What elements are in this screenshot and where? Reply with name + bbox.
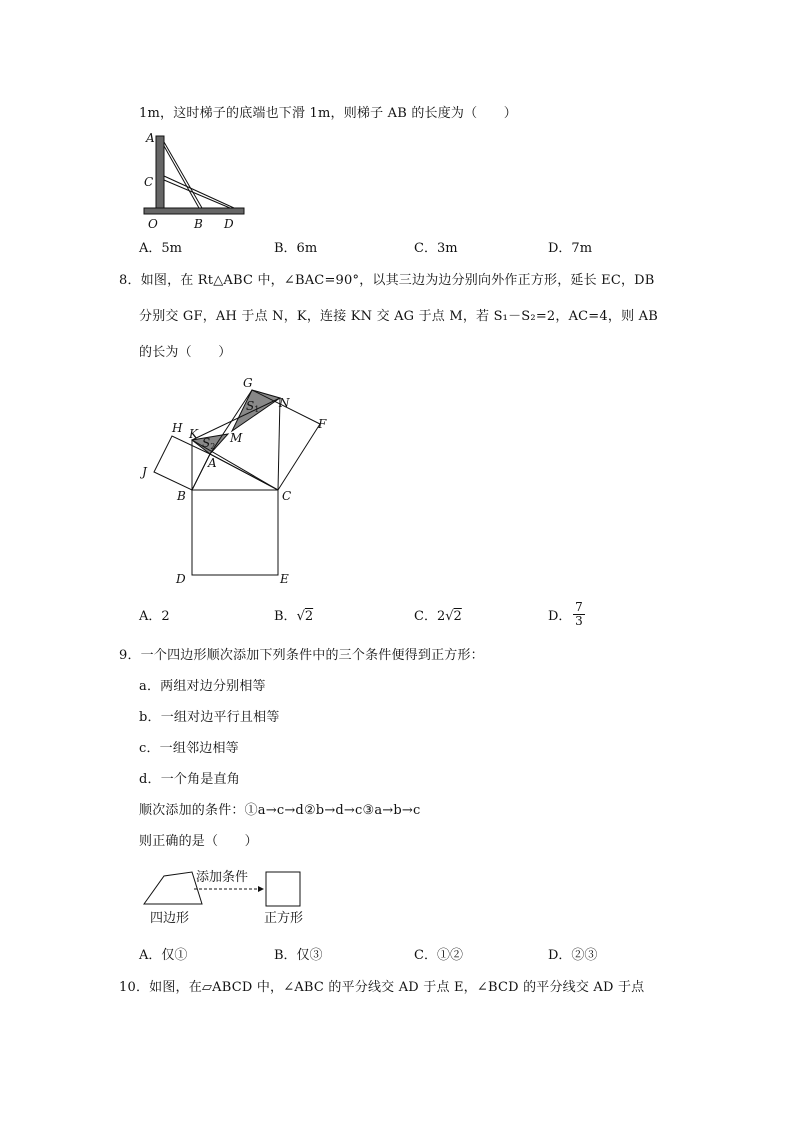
q9-condition-a: a．两组对边分别相等 <box>139 679 266 694</box>
q8-option-b[interactable] <box>274 609 313 625</box>
label-s2-letter: S <box>202 436 211 450</box>
label-c: C <box>282 489 292 503</box>
wall <box>156 136 164 210</box>
q9-condition-c: c．一组邻边相等 <box>139 741 239 756</box>
q9-option-b[interactable]: B．仅③ <box>274 948 323 963</box>
extension-ec <box>278 398 280 490</box>
label-k: K <box>189 427 198 441</box>
label-a: A <box>208 456 217 470</box>
q8-option-c[interactable] <box>414 609 462 625</box>
q9-question: 则正确的是（ ） <box>139 834 258 849</box>
label-j: J <box>142 465 147 479</box>
fraction-numerator: 7 <box>575 600 583 614</box>
q8-squares-figure <box>138 374 338 588</box>
q7-ladder-figure <box>138 128 250 232</box>
label-s2-sub: 2 <box>210 442 216 451</box>
label-d: D <box>224 217 234 231</box>
label-a: A <box>146 131 155 145</box>
q9-quad-to-square-figure <box>138 862 318 928</box>
square-shape <box>266 872 300 906</box>
q8-option-c-radicand: 2 <box>453 609 462 624</box>
q7-text: 1m，这时梯子的底端也下滑 1m，则梯子 AB 的长度为（ ） <box>139 106 517 121</box>
sqrt-symbol: √ <box>296 609 305 624</box>
sqrt-symbol: √ <box>445 609 454 624</box>
q8-line-3: 的长为（ ） <box>139 345 232 360</box>
q8-option-d-fraction <box>573 601 585 628</box>
fraction-denominator: 3 <box>573 614 585 628</box>
label-n: N <box>279 396 290 410</box>
q7-option-b[interactable]: B．6m <box>274 241 318 256</box>
right-caption: 正方形 <box>264 911 304 926</box>
q8-option-d[interactable] <box>548 609 571 625</box>
q8-option-d-prefix: D． <box>548 609 572 624</box>
q8-option-b-prefix: B． <box>274 609 297 624</box>
q7-option-d[interactable]: D．7m <box>548 241 593 256</box>
q8-line-1: 8．如图，在 Rt△ABC 中，∠BAC=90°，以其三边为边分别向外作正方形，延长 EC，DB <box>119 273 655 288</box>
q8-line-2: 分别交 GF，AH 于点 N，K，连接 KN 交 AG 于点 M，若 S₁－S₂=2，AC=4，则 AB <box>139 309 658 324</box>
label-o: O <box>148 217 158 231</box>
q9-option-d[interactable]: D．②③ <box>548 948 598 963</box>
q8-option-c-prefix: C．2 <box>414 609 446 624</box>
label-m: M <box>230 431 243 445</box>
arrow-label: 添加条件 <box>196 870 249 885</box>
q10-line-1: 10．如图，在▱ABCD 中，∠ABC 的平分线交 AD 于点 E，∠BCD 的平分线交 AD 于点 <box>119 980 645 995</box>
q8-option-a[interactable]: A．2 <box>139 609 170 624</box>
q9-condition-d: d．一个角是直角 <box>139 772 240 787</box>
q9-line-1: 9．一个四边形顺次添加下列条件中的三个条件便得到正方形： <box>119 648 484 663</box>
label-b: B <box>194 217 203 231</box>
arrow-head-icon <box>258 886 264 892</box>
label-s1-sub: 1 <box>254 405 260 414</box>
q7-option-a[interactable]: A．5m <box>139 241 182 256</box>
quadrilateral-shape <box>144 872 202 904</box>
q7-option-c[interactable]: C．3m <box>414 241 458 256</box>
label-f: F <box>318 417 327 431</box>
q9-option-a[interactable]: A．仅① <box>139 948 188 963</box>
label-c: C <box>144 175 154 189</box>
label-g: G <box>243 376 253 390</box>
label-b: B <box>177 489 186 503</box>
square-bc <box>192 490 278 575</box>
ladder-ab-2 <box>164 146 199 208</box>
q8-option-b-radicand: 2 <box>304 609 314 624</box>
label-h: H <box>172 421 183 435</box>
triangle-abc <box>192 454 278 490</box>
label-e: E <box>280 572 289 586</box>
left-caption: 四边形 <box>150 911 190 926</box>
q9-option-c[interactable]: C．①② <box>414 948 463 963</box>
q9-condition-b: b．一组对边平行且相等 <box>139 710 280 725</box>
ground <box>144 208 244 214</box>
ladder-ab <box>164 142 202 208</box>
label-s1-letter: S <box>246 399 255 413</box>
q9-sequence: 顺次添加的条件：①a→c→d②b→d→c③a→b→c <box>139 803 421 818</box>
label-d: D <box>176 572 186 586</box>
